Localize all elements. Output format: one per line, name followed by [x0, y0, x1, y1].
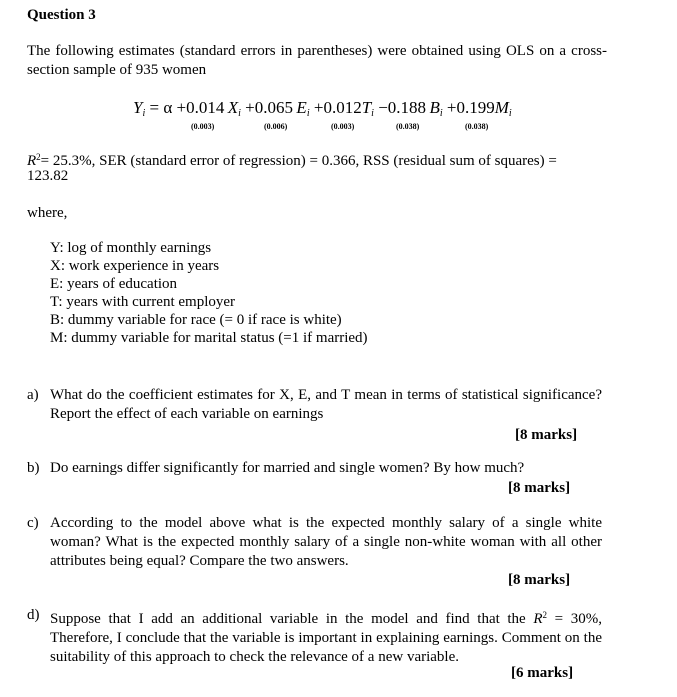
coef-e: 0.065	[254, 98, 294, 117]
list-item: M: dummy variable for marital status (=1 if married)	[50, 330, 368, 346]
where-label: where,	[27, 205, 68, 221]
coef-m: 0.199	[456, 98, 495, 117]
se-b: (0.038)	[396, 122, 420, 131]
list-item: E: years of education	[50, 276, 178, 292]
stats-rss: 123.82	[27, 168, 69, 184]
variable-list	[50, 239, 368, 347]
eq-lhs: Y	[133, 98, 143, 117]
coef-b: 0.188	[387, 98, 427, 117]
se-x: (0.003)	[191, 122, 215, 131]
coef-t: 0.012	[323, 98, 362, 117]
marks-c: [8 marks]	[508, 572, 571, 588]
list-item: Y: log of monthly earnings	[50, 240, 212, 256]
list-item: X: work experience in years	[50, 258, 220, 274]
regression-equation: $Y_i = \alpha +0.014$ $X_i +0.065$ $E_i +0.012T_i -0.188$ $B_i +0.199M_i$	[133, 98, 512, 119]
marks-a: [8 marks]	[515, 427, 578, 443]
se-t: (0.003)	[331, 122, 355, 131]
se-m: (0.038)	[465, 122, 489, 131]
list-item: B: dummy variable for race (= 0 if race is white)	[50, 312, 342, 328]
coef-x: 0.014	[186, 98, 225, 117]
marks-d: [6 marks]	[511, 665, 574, 681]
stats-line: $R^2= 25.3\%$, SER (standard error of regression) = 0.366, RSS (residual sum of squares) =	[27, 152, 557, 169]
list-item: T: years with current employer	[50, 294, 236, 310]
se-e: (0.006)	[264, 122, 288, 131]
eq-intercept: = α +	[149, 98, 187, 117]
intro-paragraph: The following estimates (standard errors in parentheses) were obtained using OLS on a cross-section sample of 935 women	[27, 43, 607, 78]
question-title: Question 3	[27, 7, 96, 23]
marks-b: [8 marks]	[508, 480, 571, 496]
